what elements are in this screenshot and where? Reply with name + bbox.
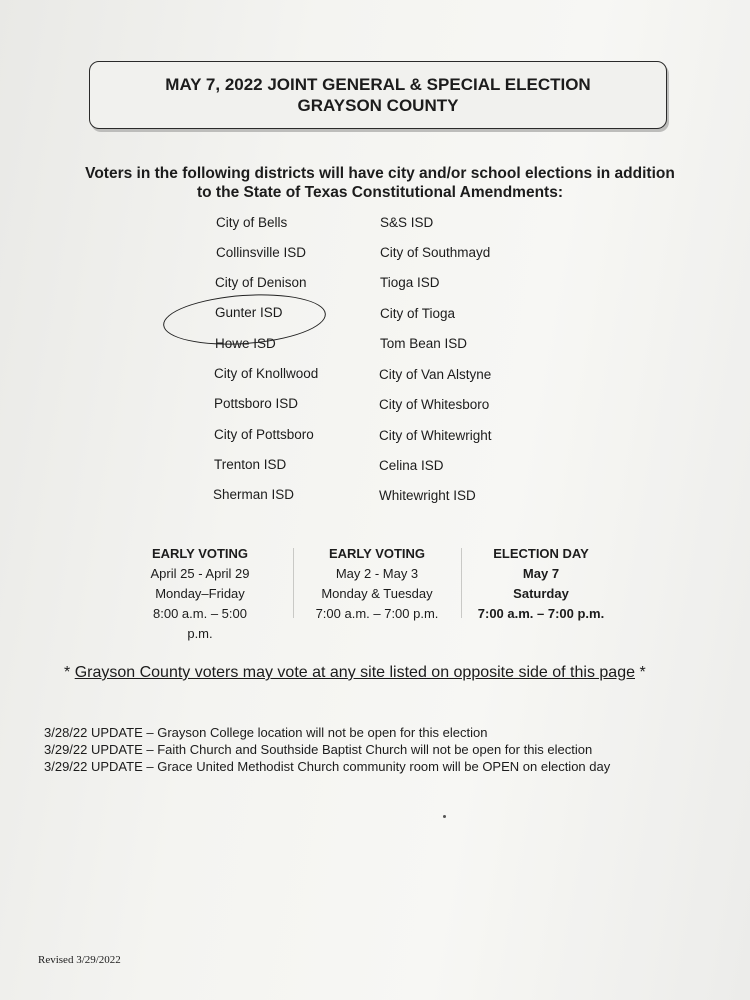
early-voting-heading: EARLY VOTING [328, 546, 426, 561]
paper-speck [443, 815, 446, 818]
district-left-10: Sherman ISD [213, 487, 295, 502]
update-item: 3/29/22 UPDATE – Grace United Methodist Church community room will be OPEN on election day [44, 759, 611, 774]
early-voting-dates: April 25 - April 29 [150, 566, 250, 581]
district-left-6: City of Knollwood [214, 366, 319, 381]
county-title: GRAYSON COUNTY [297, 96, 459, 115]
election-title-box [89, 61, 667, 129]
column-divider [293, 548, 294, 618]
election-day-heading: ELECTION DAY [493, 546, 589, 561]
intro-text [40, 164, 720, 202]
district-right-10: Whitewright ISD [379, 488, 476, 503]
district-left-4: Gunter ISD [215, 305, 283, 320]
election-day-hours: 7:00 a.m. – 7:00 p.m. [477, 606, 605, 621]
election-day-weekday: Saturday [513, 586, 569, 601]
district-right-6: City of Van Alstyne [379, 367, 492, 382]
intro-line-2: to the State of Texas Constitutional Amendments: [197, 184, 563, 201]
election-day [472, 544, 610, 624]
early-voting-dates: May 2 - May 3 [335, 566, 419, 581]
district-left-5: Howe ISD [215, 336, 276, 351]
note-star: * [64, 664, 71, 681]
early-voting-heading: EARLY VOTING [151, 546, 249, 561]
early-voting-week1 [140, 544, 260, 644]
early-voting-days: Monday–Friday [155, 586, 245, 601]
early-voting-hours: 8:00 a.m. – 5:00 p.m. [153, 606, 247, 641]
column-divider [461, 548, 462, 618]
handdrawn-circle-mark [161, 289, 327, 349]
intro-line-1: Voters in the following districts will have city and/or school elections in addition [85, 165, 675, 182]
early-voting-days: Monday & Tuesday [321, 586, 433, 601]
update-item: 3/28/22 UPDATE – Grayson College location will not be open for this election [44, 725, 488, 740]
election-day-date: May 7 [522, 566, 560, 581]
election-title: MAY 7, 2022 JOINT GENERAL & SPECIAL ELECTION [165, 75, 591, 94]
revised-date: Revised 3/29/2022 [38, 954, 121, 966]
update-item: 3/29/22 UPDATE – Faith Church and Southside Baptist Church will not be open for this election [44, 742, 593, 757]
district-right-2: City of Southmayd [380, 245, 491, 260]
district-left-9: Trenton ISD [214, 457, 287, 472]
district-right-4: City of Tioga [380, 306, 456, 321]
district-right-7: City of Whitesboro [379, 397, 490, 412]
district-left-2: Collinsville ISD [216, 245, 307, 260]
district-left-7: Pottsboro ISD [214, 396, 299, 411]
update-list [44, 724, 610, 775]
district-right-1: S&S ISD [380, 215, 434, 230]
note-star-end: * [639, 664, 646, 681]
district-right-5: Tom Bean ISD [380, 336, 468, 351]
district-right-3: Tioga ISD [380, 275, 440, 290]
note-text: Grayson County voters may vote at any site listed on opposite side of this page [74, 664, 635, 681]
early-voting-week2 [307, 544, 447, 624]
district-left-1: City of Bells [216, 215, 288, 230]
district-left-8: City of Pottsboro [214, 427, 314, 442]
vote-anywhere-note [64, 664, 704, 682]
early-voting-hours: 7:00 a.m. – 7:00 p.m. [315, 606, 439, 621]
district-right-9: Celina ISD [379, 458, 444, 473]
district-right-8: City of Whitewright [379, 428, 492, 443]
district-left-3: City of Denison [215, 275, 307, 290]
